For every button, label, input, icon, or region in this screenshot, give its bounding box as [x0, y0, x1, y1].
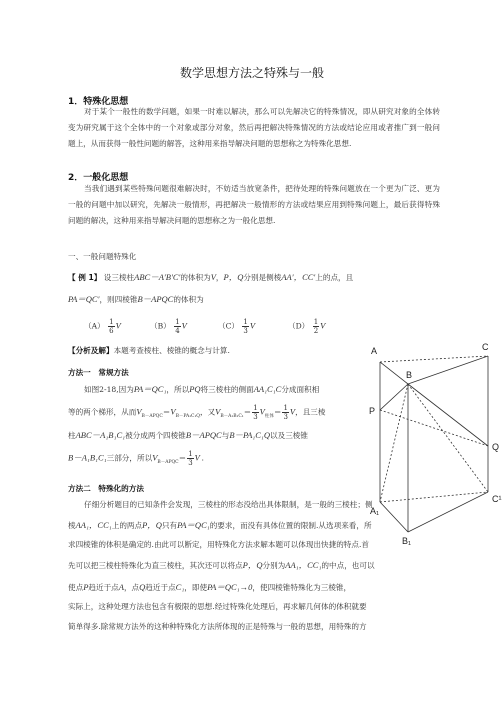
segment-p-q	[380, 410, 488, 446]
analysis-line: 【分析及解】本题考查棱柱、棱锥的概念与计算.	[68, 346, 230, 355]
option-a[interactable]: （A） $\frac{1}{6}$ V	[84, 318, 121, 335]
segment-b-c1	[408, 384, 488, 492]
segment-b-q	[408, 384, 488, 446]
method-1-line-4: B－A₁B₁C₁三部分，所以$V_{B-APQC}=$ $\frac{1}{3}$ V .	[68, 450, 204, 467]
label-q: Q	[492, 442, 500, 452]
edge-a-b	[380, 362, 408, 384]
edge-a1-b1	[380, 502, 408, 532]
label-b: B	[406, 370, 413, 380]
option-c[interactable]: （C） $\frac{1}{3}$ V	[218, 318, 256, 335]
method-2-line-3: 求四棱锥的体积是确定的.由此可以断定，用特殊化方法求解本题可以体现出快捷的特点.首	[68, 540, 369, 549]
option-d[interactable]: （D） $\frac{1}{2}$ V	[288, 318, 326, 335]
label-c: C	[482, 342, 489, 352]
label-a: A	[371, 346, 378, 356]
method-2-line-2: 棱AA₁，CC₁上的两点P，Q只有PA＝QC₁的要求，而没有具体位置的限制.从选项来看，所	[68, 520, 372, 530]
example-1-line-1: 【 例 1】 设三棱柱ABC－A′B′C′的体积为V，P，Q分别是侧棱AA′，CC′上的点，且	[68, 272, 354, 282]
section-2-body: 当我们遇到某些特殊问题很难解决时，不妨适当放宽条件，把待处理的特殊问题放在一个更为广泛、更为一般的问题中加以研究，先解决一般情形，再把解决一般情形的方法或结果应用到特殊问题上，最后获得特殊问题的解决，这种用来指导解决问题的思想称之为一般化思想.	[68, 184, 440, 225]
method-2-line-6: 实际上，这种处理方法也包含有极限的思想.经过特殊化处理后，再求解几何体的体积就要	[68, 602, 367, 611]
label-a1: A₁	[370, 506, 380, 516]
method-2-line-7: 简单得多.除常规方法外的这种种特殊化方法所体现的正是特殊与一般的思想，用特殊的方	[68, 622, 367, 631]
label-p: P	[369, 406, 376, 416]
section-1-heading: 1．特殊化思想	[68, 97, 129, 107]
analysis-label: 【分析及解】	[68, 346, 114, 355]
section-1-body: 对于某个一般性的数学问题，如果一时难以解决，那么可以先解决它的特殊情况，即从研究对象的全体转变为研究属于这个全体中的一个对象或部分对象，然后再把解决特殊情况的方法或结论应用或者推广到一般问题上，从而获得一般性问题的解答，这种用来指导解决问题的思想称之为特殊化思想.	[68, 107, 440, 148]
method-1-line-1: 如图2-18,因为PA＝QC₁，所以PQ将三棱柱的侧面AA₁C₁C分成面积相	[84, 384, 320, 394]
example-1-line-2: PA＝QC′，则四棱锥B－APQC的体积为	[68, 294, 204, 304]
edge-b-c	[408, 356, 488, 384]
method-2-line-5: 使点P趋近于点A，点Q趋近于点C₁，即使PA＝QC₁→0，使四棱锥特殊化为三棱锥，	[68, 582, 352, 592]
method-2-line-4: 先可以把三棱柱特殊化为直三棱柱，其次还可以将点P，Q分别为AA₁，CC₁的中点，也可以	[68, 560, 375, 570]
method-1-line-2: 等的两个梯形，从而$V_{B-APQC}=V_{B-PA_1C_1Q}$，又$V_{B-A_1B_1C_1}=$ $\frac{1}{3}$ $V_{柱体}=$ $\frac{1}{3}$ V，且三棱	[68, 404, 326, 421]
option-b[interactable]: （B） $\frac{1}{4}$ V	[150, 318, 187, 335]
section-2-heading: 2．一般化思想	[68, 173, 129, 183]
method-1-line-3: 柱ABC－A₁B₁C₁被分成两个四棱锥B－APQC与B－PA₁C₁Q以及三棱锥	[68, 430, 308, 440]
method-1-heading: 方法一 常规方法	[68, 368, 129, 377]
page-title: 数学思想方法之特殊与一般	[179, 66, 324, 80]
segment-b-a1	[380, 384, 408, 502]
label-b1: B₁	[402, 536, 412, 546]
edge-a-c	[380, 356, 488, 362]
method-2-line-1: 仔细分析题目的已知条件会发现，三棱柱的形态没给出具体限制，是一般的三棱柱；侧	[84, 500, 373, 509]
example-label: 【 例 1】	[68, 273, 102, 282]
label-c1: C¹	[492, 494, 502, 504]
segment-b-p	[380, 384, 408, 410]
method-2-heading: 方法二 特殊化的方法	[68, 484, 144, 493]
prism-figure	[368, 342, 504, 562]
section-3-heading: 一、一般问题特殊化	[68, 252, 137, 261]
